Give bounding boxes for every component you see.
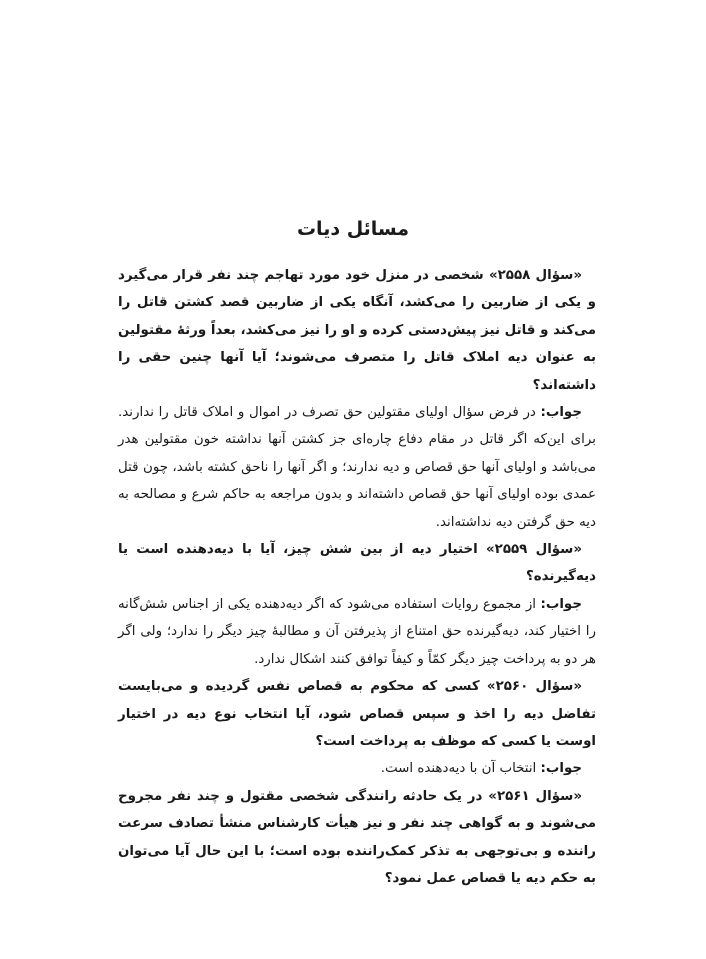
question-text: اختیار دیه از بین شش چیز، آیا با دیه‌دهنده است یا دیه‌گیرنده؟ — [118, 542, 596, 585]
answer-2560 — [118, 755, 596, 782]
question-2558 — [118, 262, 596, 399]
page-title: مسائل دیات — [296, 218, 410, 240]
question-text: شخصی در منزل خود مورد تهاجم چند نفر قرار می‌گیرد و یکی از ضاربین را می‌کشد، آنگاه یکی از ضاربین قصد کشتن قاتل را می‌کند و قاتل نیز پیش‌دستی کرده و او را نیز می‌کشد، بعداً ورثهٔ مقتولین به عنوان دیه املاک قاتل را متصرف می‌شوند؛ آیا آنها چنین حقی را داشته‌اند؟ — [118, 268, 596, 393]
question-number: «سؤال ۲۵۶۰» — [486, 679, 582, 695]
answer-2559 — [118, 591, 596, 673]
question-number: «سؤال ۲۵۶۱» — [488, 788, 582, 804]
question-text: در یک حادثه رانندگی شخصی مقتول و چند نفر مجروح می‌شوند و به گواهی چند نفر و نیز هیأت کارشناس منشأ تصادف سرعت راننده و بی‌توجهی به تذکر کمک‌راننده بوده است؛ با این حال آیا می‌توان به حکم دیه یا قصاص عمل نمود؟ — [118, 788, 596, 886]
answer-label: جواب: — [540, 405, 582, 421]
answer-label: جواب: — [540, 596, 582, 612]
document-body — [118, 262, 596, 892]
question-number: «سؤال ۲۵۵۸» — [488, 268, 582, 283]
question-2560 — [118, 673, 596, 755]
answer-text: انتخاب آن با دیه‌دهنده است. — [380, 761, 537, 777]
answer-2558 — [118, 399, 596, 536]
answer-label: جواب: — [540, 761, 582, 777]
answer-text: در فرض سؤال اولیای مقتولین حق تصرف در اموال و املاک قاتل را ندارند. برای این‌که اگر قاتل در مقام دفاع چاره‌ای جز کشتن آنها نداشته خون مقتولین هدر می‌باشد و اولیای آنها حق قصاص و دیه ندارند؛ و اگر آنها را ناحق کشته باشد، چون قتل عمدی بوده اولیای آنها حق قصاص داشته‌اند و بدون مراجعه به حاکم شرع و مصالحه به دیه حق گرفتن دیه نداشته‌اند. — [118, 405, 596, 530]
answer-text: از مجموع روایات استفاده می‌شود که اگر دیه‌دهنده یکی از اجناس شش‌گانه را اختیار کند، دیه‌گیرنده حق امتناع از پذیرفتن آن و مطالبهٔ چیز دیگر را ندارد؛ ولی اگر هر دو به پرداخت چیز دیگر کمّاً و کیفاً توافق کنند اشکال ندارد. — [118, 596, 596, 667]
question-number: «سؤال ۲۵۵۹» — [485, 542, 583, 558]
question-text: کسی که محکوم به قصاص نفس گردیده و می‌بایست تفاضل دیه را اخذ و سپس قصاص شود، آیا انتخاب نوع دیه در اختیار اوست یا کسی که موظف به پرداخت است؟ — [118, 679, 596, 749]
question-2559 — [118, 536, 596, 591]
question-2561 — [118, 783, 596, 893]
